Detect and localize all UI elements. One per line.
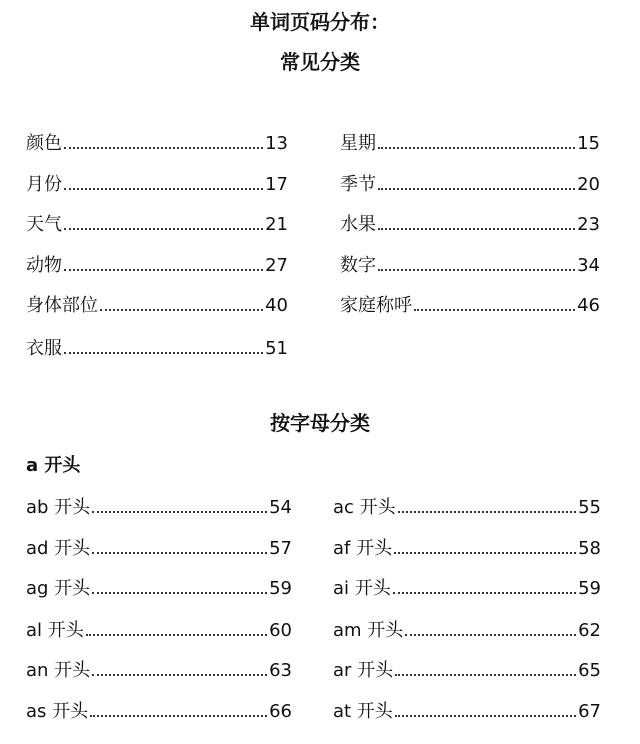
toc-entry-page-number: 59 [578,578,601,599]
toc-entry[interactable] [26,574,292,600]
dot-leader [395,715,576,717]
toc-entry-label: 衣服 [26,338,62,359]
toc-entry-page-number: 40 [265,295,288,316]
toc-entry[interactable] [26,493,292,519]
dot-leader [86,634,267,636]
dot-leader [92,592,267,594]
toc-entry-label: am 开头 [333,620,404,641]
toc-entry-page-number: 51 [265,338,288,359]
toc-entry-label: ai 开头 [333,578,391,599]
toc-entry-label: 家庭称呼 [340,295,412,316]
toc-entry-label: ac 开头 [333,497,396,518]
dot-leader [92,674,267,676]
toc-entry-page-number: 55 [578,497,601,518]
toc-entry[interactable] [26,616,292,642]
toc-entry-page-number: 54 [269,497,292,518]
toc-entry[interactable] [333,656,601,682]
toc-entry-page-number: 34 [577,255,600,276]
toc-entry-page-number: 66 [269,701,292,722]
toc-entry[interactable] [333,534,601,560]
toc-entry-label: an 开头 [26,660,91,681]
toc-entry-label: ag 开头 [26,578,91,599]
toc-entry-label: ab 开头 [26,497,91,518]
dot-leader [398,511,576,513]
toc-entry-label: al 开头 [26,620,84,641]
toc-entry-label: 水果 [340,214,376,235]
toc-entry-label: 颜色 [26,133,62,154]
dot-leader [92,552,267,554]
toc-entry[interactable] [333,574,601,600]
section-title-common-categories: 常见分类 [280,50,360,74]
toc-entry-page-number: 13 [265,133,288,154]
toc-entry[interactable] [333,616,601,642]
toc-entry-page-number: 21 [265,214,288,235]
toc-entry-label: ar 开头 [333,660,394,681]
toc-entry[interactable] [26,534,292,560]
toc-entry-label: 季节 [340,174,376,195]
toc-entry-label: 数字 [340,255,376,276]
dot-leader [394,552,576,554]
document-title: 单词页码分布： [250,10,390,34]
toc-entry-label: as 开头 [26,701,89,722]
toc-entry-page-number: 63 [269,660,292,681]
toc-entry[interactable] [26,697,292,723]
dot-leader [90,715,267,717]
toc-entry-label: at 开头 [333,701,393,722]
toc-entry-page-number: 15 [577,133,600,154]
toc-entry-label: af 开头 [333,538,393,559]
toc-entry[interactable] [333,697,601,723]
toc-entry[interactable] [26,656,292,682]
toc-entry-page-number: 20 [577,174,600,195]
toc-entry-label: 星期 [340,133,376,154]
group-title-a: a 开头 [26,455,81,476]
toc-entry-page-number: 65 [578,660,601,681]
dot-leader [92,511,267,513]
toc-entry-page-number: 17 [265,174,288,195]
toc-entry-page-number: 27 [265,255,288,276]
dot-leader [393,592,576,594]
toc-entry-page-number: 57 [269,538,292,559]
toc-entry-page-number: 60 [269,620,292,641]
toc-entry-label: 月份 [26,174,62,195]
toc-entry-page-number: 59 [269,578,292,599]
toc-entry[interactable] [333,493,601,519]
toc-entry-label: 天气 [26,214,62,235]
toc-entry-page-number: 67 [578,701,601,722]
section-title-by-letter: 按字母分类 [270,411,370,435]
dot-leader [395,674,576,676]
toc-entry-page-number: 58 [578,538,601,559]
dot-leader [405,634,576,636]
toc-entry-page-number: 62 [578,620,601,641]
toc-entry-page-number: 23 [577,214,600,235]
toc-entry-label: 动物 [26,255,62,276]
toc-entry-page-number: 46 [577,295,600,316]
toc-entry-label: ad 开头 [26,538,91,559]
toc-entry-label: 身体部位 [26,295,98,316]
